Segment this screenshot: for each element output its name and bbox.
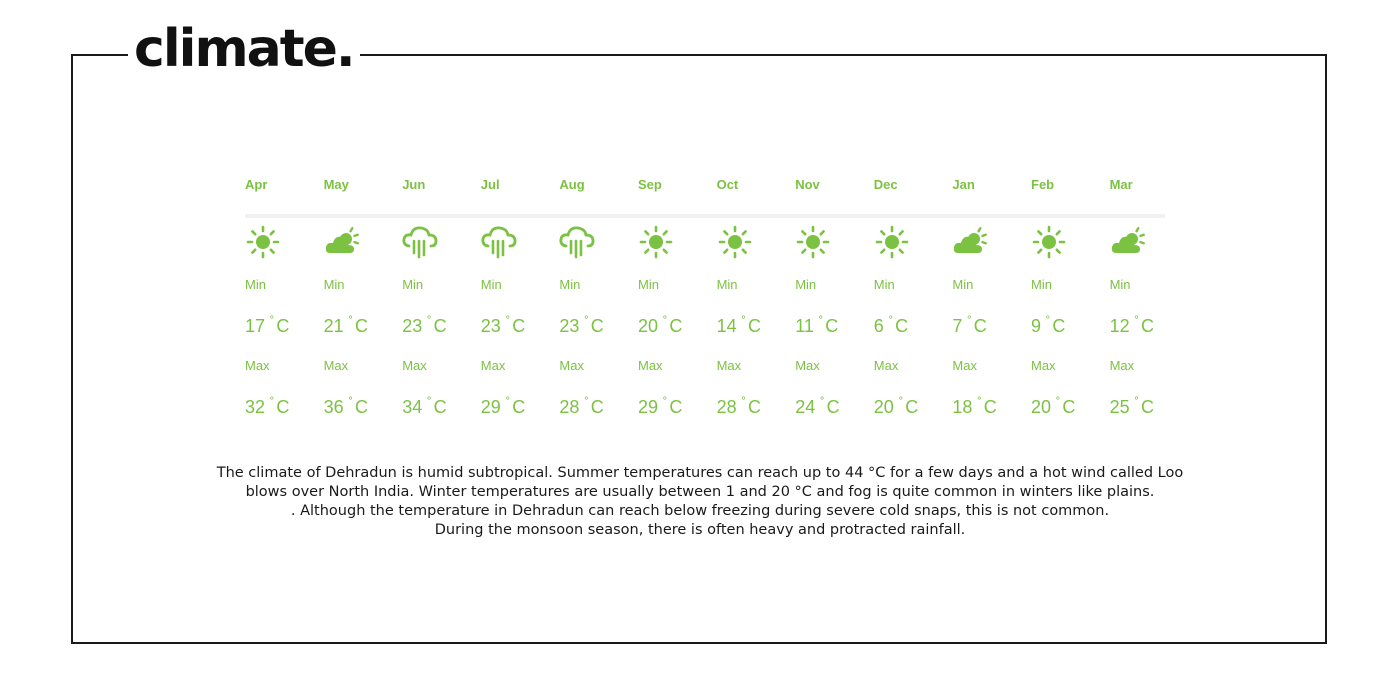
unit-label: C [905, 397, 919, 417]
min-value: 20 [638, 316, 659, 336]
max-temperature [481, 396, 525, 420]
unit-label: C [983, 397, 997, 417]
min-temperature [1110, 315, 1154, 339]
min-temperature [874, 315, 908, 339]
max-temperature [638, 396, 682, 420]
max-label: Max [638, 358, 663, 373]
min-temperature [559, 315, 603, 339]
min-value: 12 [1109, 316, 1130, 336]
max-label: Max [952, 358, 977, 373]
max-value: 28 [559, 397, 580, 417]
max-label: Max [480, 358, 506, 373]
max-value: 29 [638, 397, 659, 417]
max-temperature [717, 396, 761, 420]
degree-symbol: ˚ [1056, 395, 1061, 410]
unit-label: C [1140, 397, 1154, 417]
min-label: Min [638, 277, 659, 292]
unit-label: C [512, 316, 526, 336]
page-title: climate. [128, 17, 360, 81]
max-label: Max [323, 358, 349, 373]
unit-label: C [1052, 316, 1066, 336]
degree-symbol: ˚ [820, 395, 825, 410]
unit-label: C [276, 316, 290, 336]
partly-cloudy-icon [324, 224, 360, 260]
max-label: Max [1031, 358, 1056, 373]
max-value: 36 [323, 397, 344, 417]
max-temperature [559, 396, 603, 420]
description-line: blows over North India. Winter temperatures are usually between 1 and 20 °C and fog is quite common in winters like plains. [245, 484, 1155, 500]
unit-label: C [747, 397, 761, 417]
sun-icon [245, 224, 281, 260]
degree-symbol: ˚ [977, 395, 982, 410]
month-label: Sep [638, 177, 662, 192]
min-label: Min [1109, 277, 1131, 292]
unit-label: C [590, 316, 604, 336]
month-label: Dec [873, 177, 898, 192]
degree-symbol: ˚ [584, 395, 589, 410]
degree-symbol: ˚ [741, 314, 746, 329]
max-value: 28 [716, 397, 737, 417]
max-temperature [245, 396, 289, 420]
degree-symbol: ˚ [270, 314, 275, 329]
min-label: Min [559, 277, 581, 292]
max-value: 29 [480, 397, 501, 417]
min-label: Min [716, 277, 738, 292]
max-temperature [402, 396, 446, 420]
degree-symbol: ˚ [270, 395, 275, 410]
month-label: Jun [402, 177, 426, 192]
unit-label: C [825, 316, 839, 336]
min-label: Min [480, 277, 502, 292]
unit-label: C [747, 316, 761, 336]
min-value: 14 [716, 316, 737, 336]
max-value: 32 [245, 397, 266, 417]
max-temperature [1031, 396, 1075, 420]
max-value: 20 [1031, 397, 1052, 417]
month-label: Apr [245, 177, 268, 192]
degree-symbol: ˚ [1046, 314, 1051, 329]
min-temperature [324, 315, 368, 339]
max-label: Max [559, 358, 584, 373]
min-temperature [402, 315, 446, 339]
sun-icon [638, 224, 674, 260]
unit-label: C [512, 397, 526, 417]
degree-symbol: ˚ [427, 314, 432, 329]
sun-icon [717, 224, 753, 260]
max-temperature [1110, 396, 1154, 420]
rain-icon [481, 224, 517, 260]
sun-icon [874, 224, 910, 260]
content-frame [71, 54, 1327, 644]
min-temperature [795, 315, 838, 339]
month-label: Mar [1109, 177, 1133, 192]
unit-label: C [354, 397, 368, 417]
degree-symbol: ˚ [967, 314, 972, 329]
degree-symbol: ˚ [348, 395, 353, 410]
min-label: Min [1031, 277, 1052, 292]
min-value: 23 [559, 316, 580, 336]
min-label: Min [873, 277, 895, 292]
min-temperature [717, 315, 761, 339]
degree-symbol: ˚ [584, 314, 589, 329]
min-value: 6 [873, 316, 884, 336]
partly-cloudy-icon [952, 224, 988, 260]
max-temperature [795, 396, 839, 420]
description-line: . Although the temperature in Dehradun can reach below freezing during severe cold snaps, this is not common. [290, 503, 1110, 519]
max-label: Max [795, 358, 820, 373]
min-temperature [638, 315, 682, 339]
max-value: 20 [873, 397, 894, 417]
max-temperature [324, 396, 368, 420]
month-label: Jul [480, 177, 500, 192]
unit-label: C [895, 316, 909, 336]
min-label: Min [245, 277, 266, 292]
unit-label: C [433, 397, 447, 417]
month-label: Aug [559, 177, 585, 192]
degree-symbol: ˚ [663, 395, 668, 410]
min-value: 7 [952, 316, 963, 336]
max-value: 34 [402, 397, 423, 417]
min-temperature [245, 315, 289, 339]
min-value: 9 [1031, 316, 1042, 336]
max-value: 18 [952, 397, 973, 417]
unit-label: C [433, 316, 447, 336]
unit-label: C [354, 316, 368, 336]
month-label: May [323, 177, 349, 192]
min-temperature [481, 315, 525, 339]
min-label: Min [952, 277, 974, 292]
max-label: Max [716, 358, 742, 373]
min-value: 23 [402, 316, 423, 336]
min-temperature [952, 315, 986, 339]
min-label: Min [323, 277, 345, 292]
min-temperature [1031, 315, 1065, 339]
degree-symbol: ˚ [348, 314, 353, 329]
max-label: Max [402, 358, 427, 373]
rain-icon [559, 224, 595, 260]
unit-label: C [1140, 316, 1154, 336]
month-label: Oct [716, 177, 739, 192]
unit-label: C [1062, 397, 1076, 417]
max-label: Max [245, 358, 270, 373]
degree-symbol: ˚ [505, 314, 511, 329]
max-temperature [952, 396, 996, 420]
max-label: Max [873, 358, 899, 373]
min-value: 11 [795, 316, 814, 336]
description-line: During the monsoon season, there is often heavy and protracted rainfall. [434, 522, 966, 538]
min-value: 21 [323, 316, 344, 336]
unit-label: C [973, 316, 987, 336]
sun-icon [1031, 224, 1067, 260]
unit-label: C [669, 316, 683, 336]
month-label: Feb [1031, 177, 1055, 192]
degree-symbol: ˚ [427, 395, 432, 410]
min-value: 23 [480, 316, 501, 336]
max-value: 25 [1109, 397, 1130, 417]
unit-label: C [590, 397, 604, 417]
degree-symbol: ˚ [1134, 314, 1139, 329]
min-label: Min [795, 277, 817, 292]
min-value: 17 [245, 316, 266, 336]
degree-symbol: ˚ [1134, 395, 1139, 410]
unit-label: C [276, 397, 290, 417]
max-value: 24 [795, 397, 816, 417]
unit-label: C [669, 397, 683, 417]
degree-symbol: ˚ [663, 314, 668, 329]
header-divider [245, 214, 1165, 218]
degree-symbol: ˚ [818, 314, 824, 329]
unit-label: C [826, 397, 840, 417]
climate-description [150, 464, 1250, 540]
degree-symbol: ˚ [505, 395, 511, 410]
max-label: Max [1109, 358, 1135, 373]
month-label: Jan [952, 177, 975, 192]
degree-symbol: ˚ [888, 314, 894, 329]
max-temperature [874, 396, 918, 420]
partly-cloudy-icon [1110, 224, 1146, 260]
min-label: Min [402, 277, 424, 292]
description-line: The climate of Dehradun is humid subtropical. Summer temperatures can reach up to 44 °C for a few days and a hot wind called Loo [216, 465, 1184, 481]
sun-icon [795, 224, 831, 260]
degree-symbol: ˚ [898, 395, 904, 410]
degree-symbol: ˚ [741, 395, 746, 410]
rain-icon [402, 224, 438, 260]
month-label: Nov [795, 177, 820, 192]
